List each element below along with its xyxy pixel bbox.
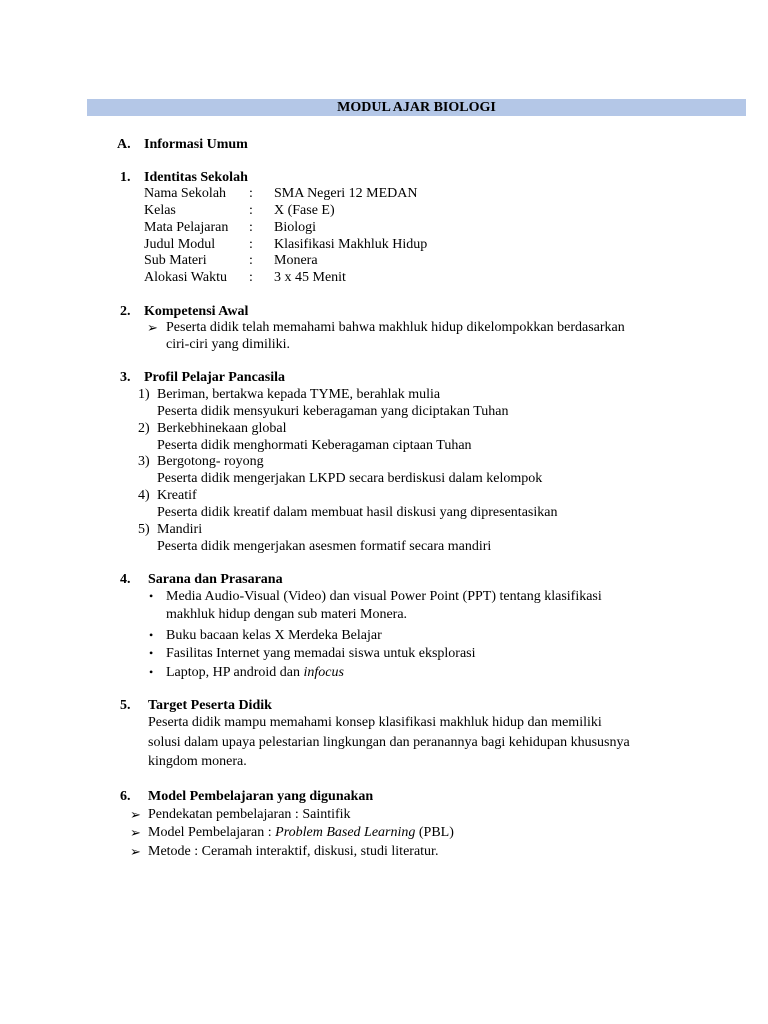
profil-item-title: Beriman, bertakwa kepada TYME, berahlak mulia (157, 387, 441, 402)
bullet-dot-icon: • (149, 665, 154, 679)
profil-number: 3. (120, 370, 131, 385)
arrow-bullet-icon: ➢ (130, 825, 141, 840)
sarana-heading: Sarana dan Prasarana (148, 572, 283, 587)
identitas-label: Mata Pelajaran (144, 220, 229, 235)
identitas-colon: : (249, 270, 253, 285)
bullet-dot-icon: • (149, 589, 154, 603)
profil-item-number: 5) (138, 522, 150, 537)
identitas-label: Alokasi Waktu (144, 270, 227, 285)
sarana-number: 4. (120, 572, 131, 587)
sarana-item-text: Laptop, HP android dan (166, 665, 304, 680)
bullet-dot-icon: • (149, 646, 154, 660)
identitas-label: Judul Modul (144, 237, 216, 252)
arrow-bullet-icon: ➢ (147, 320, 158, 335)
profil-heading: Profil Pelajar Pancasila (144, 370, 286, 385)
sarana-item-italic: infocus (303, 665, 344, 680)
identitas-colon: : (249, 253, 253, 268)
identitas-label: Nama Sekolah (144, 186, 227, 201)
identitas-colon: : (249, 203, 253, 218)
kompetensi-heading: Kompetensi Awal (144, 304, 249, 319)
sarana-item: Buku bacaan kelas X Merdeka Belajar (166, 628, 382, 643)
sarana-item: Fasilitas Internet yang memadai siswa untuk eksplorasi (166, 646, 476, 661)
target-text-line: Peserta didik mampu memahami konsep klasifikasi makhluk hidup dan memiliki (148, 715, 602, 730)
sarana-item-line: makhluk hidup dengan sub materi Monera. (166, 607, 408, 622)
arrow-bullet-icon: ➢ (130, 844, 141, 859)
page-title: MODUL AJAR BIOLOGI (87, 99, 746, 116)
section-a-heading: Informasi Umum (144, 137, 248, 152)
target-number: 5. (120, 698, 131, 713)
profil-item-desc: Peserta didik mengerjakan LKPD secara berdiskusi dalam kelompok (157, 471, 543, 486)
identitas-colon: : (249, 186, 253, 201)
profil-item-number: 1) (138, 387, 150, 402)
identitas-value: X (Fase E) (274, 203, 335, 218)
identitas-colon: : (249, 220, 253, 235)
identitas-heading: Identitas Sekolah (144, 170, 248, 185)
target-text-line: kingdom monera. (148, 754, 247, 769)
model-item: Metode : Ceramah interaktif, diskusi, studi literatur. (148, 844, 439, 859)
sarana-item (166, 664, 344, 681)
sarana-item-line: Media Audio-Visual (Video) dan visual Power Point (PPT) tentang klasifikasi (166, 589, 602, 604)
profil-item-title: Bergotong- royong (157, 454, 264, 469)
profil-item-desc: Peserta didik kreatif dalam membuat hasil diskusi yang dipresentasikan (157, 505, 558, 520)
section-a-letter: A. (117, 137, 131, 152)
profil-item-desc: Peserta didik mensyukuri keberagaman yang diciptakan Tuhan (157, 404, 509, 419)
kompetensi-text-line: ciri-ciri yang dimiliki. (166, 337, 291, 352)
identitas-label: Sub Materi (144, 253, 207, 268)
target-heading: Target Peserta Didik (148, 698, 272, 713)
model-number: 6. (120, 789, 131, 804)
identitas-value: Biologi (274, 220, 317, 235)
profil-item-title: Mandiri (157, 522, 203, 537)
identitas-colon: : (249, 237, 253, 252)
target-text-line: solusi dalam upaya pelestarian lingkungan dan peranannya bagi kehidupan khususnya (148, 735, 630, 750)
profil-item-desc: Peserta didik mengerjakan asesmen formatif secara mandiri (157, 539, 492, 554)
profil-item-number: 3) (138, 454, 150, 469)
profil-item-number: 4) (138, 488, 150, 503)
kompetensi-number: 2. (120, 304, 131, 319)
model-item-text: (PBL) (415, 825, 454, 840)
model-item (148, 824, 454, 841)
kompetensi-text-line: Peserta didik telah memahami bahwa makhluk hidup dikelompokkan berdasarkan (166, 320, 625, 335)
identitas-value: 3 x 45 Menit (274, 270, 346, 285)
profil-item-number: 2) (138, 421, 150, 436)
identitas-number: 1. (120, 170, 131, 185)
model-item-text: Model Pembelajaran : (148, 825, 276, 840)
profil-item-desc: Peserta didik menghormati Keberagaman ciptaan Tuhan (157, 438, 472, 453)
identitas-value: SMA Negeri 12 MEDAN (274, 186, 418, 201)
identitas-value: Klasifikasi Makhluk Hidup (274, 237, 428, 252)
identitas-value: Monera (274, 253, 318, 268)
bullet-dot-icon: • (149, 628, 154, 642)
profil-item-title: Kreatif (157, 488, 197, 503)
model-item-italic: Problem Based Learning (275, 825, 416, 840)
arrow-bullet-icon: ➢ (130, 807, 141, 822)
model-heading: Model Pembelajaran yang digunakan (148, 789, 374, 804)
model-item: Pendekatan pembelajaran : Saintifik (148, 807, 351, 822)
profil-item-title: Berkebhinekaan global (157, 421, 287, 436)
identitas-label: Kelas (144, 203, 176, 218)
